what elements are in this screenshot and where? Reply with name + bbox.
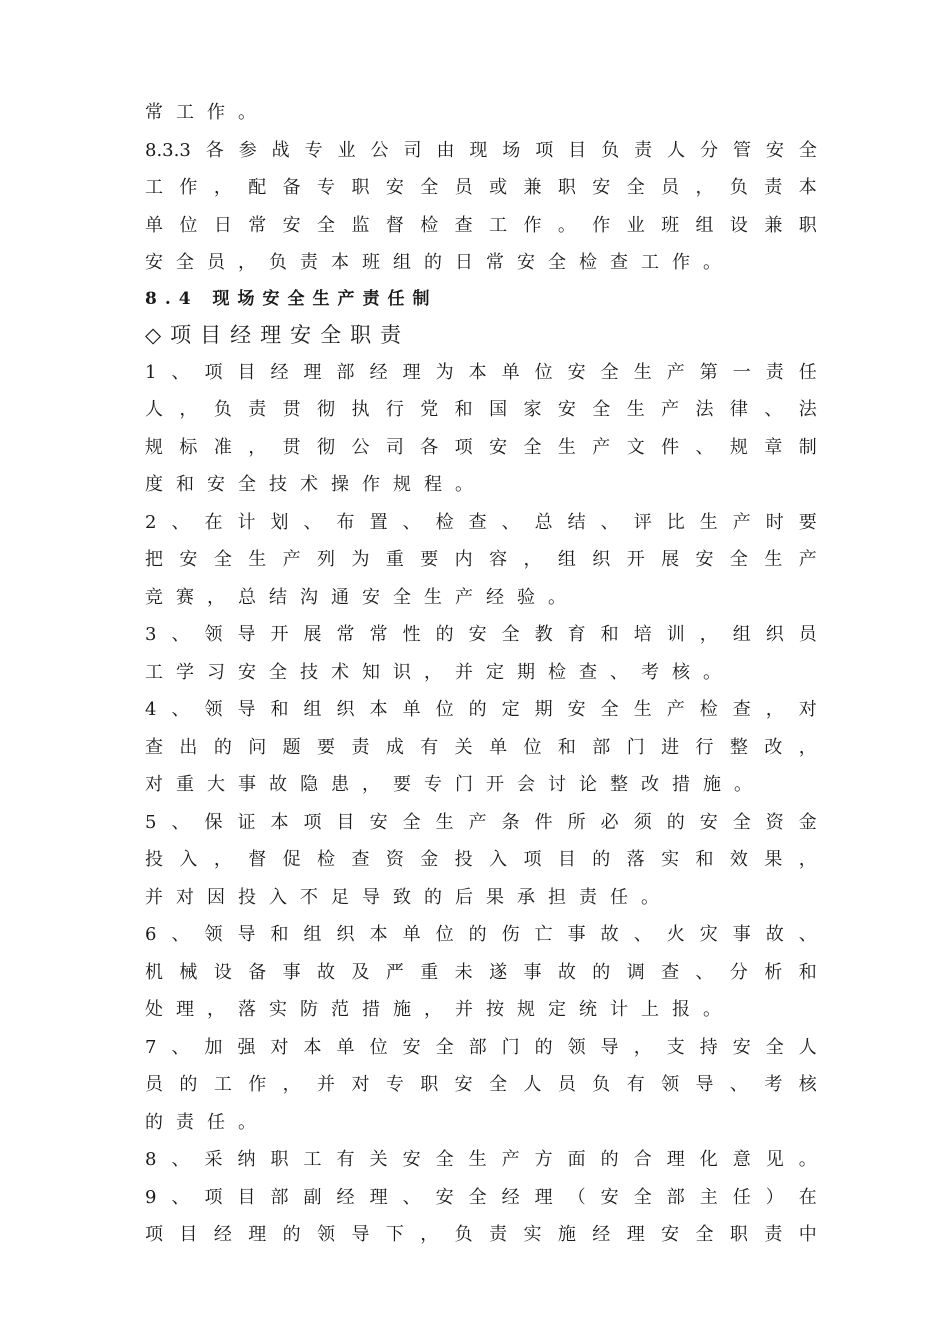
paragraph-line: 1 、 项 目 经 理 部 经 理 为 本 单 位 安 全 生 产 第 一 责 任	[145, 361, 817, 383]
paragraph-line: 并对因投入不足导致的后果承担责任。	[145, 886, 672, 908]
paragraph-line: 9 、 项 目 部 副 经 理 、 安 全 经 理 （ 安 全 部 主 任 ） 在	[145, 1186, 817, 1208]
document-page	[145, 94, 817, 1254]
paragraph-line: 员 的 工 作 ， 并 对 专 职 安 全 人 员 负 有 领 导 、 考 核	[145, 1074, 817, 1095]
paragraph-line: 单 位 日 常 安 全 监 督 检 查 工 作 。 作 业 班 组 设 兼 职	[145, 214, 817, 236]
subsection-heading: ◇项目经理安全职责	[145, 322, 411, 347]
paragraph-line: 6 、 领 导 和 组 织 本 单 位 的 伤 亡 事 故 、 火 灾 事 故 、	[145, 924, 817, 945]
paragraph-line: 度和安全技术操作规程。	[145, 474, 486, 495]
paragraph-line: 对重大事故隐患，要专门开会讨论整改措施。	[145, 774, 765, 795]
paragraph-line: 投 入 ， 督 促 检 查 资 金 投 入 项 目 的 落 实 和 效 果 ，	[145, 849, 817, 870]
document-body	[145, 94, 817, 1254]
paragraph-line: 4 、 领 导 和 组 织 本 单 位 的 定 期 安 全 生 产 检 查 ， 对	[145, 699, 817, 720]
paragraph-line: 项 目 经 理 的 领 导 下 ， 负 责 实 施 经 理 安 全 职 责 中	[145, 1224, 817, 1245]
paragraph-line: 5 、 保 证 本 项 目 安 全 生 产 条 件 所 必 须 的 安 全 资 金	[145, 811, 817, 833]
paragraph-line: 机 械 设 备 事 故 及 严 重 未 遂 事 故 的 调 查 、 分 析 和	[145, 961, 817, 983]
paragraph-line: 安全员，负责本班组的日常安全检查工作。	[145, 252, 734, 273]
paragraph-line: 竞赛，总结沟通安全生产经验。	[145, 586, 579, 608]
paragraph-line: 工学习安全技术知识，并定期检查、考核。	[145, 661, 734, 683]
paragraph-line: 查 出 的 问 题 要 责 成 有 关 单 位 和 部 门 进 行 整 改 ，	[145, 736, 817, 758]
paragraph-line: 的责任。	[145, 1111, 269, 1133]
section-heading: 8.4 现场安全生产责任制	[145, 288, 438, 309]
paragraph-line: 人 ， 负 责 贯 彻 执 行 党 和 国 家 安 全 生 产 法 律 、 法	[145, 399, 817, 420]
paragraph-line: 把 安 全 生 产 列 为 重 要 内 容 ， 组 织 开 展 安 全 生 产	[145, 549, 817, 570]
paragraph-line: 8 、 采 纳 职 工 有 关 安 全 生 产 方 面 的 合 理 化 意 见 。	[145, 1149, 817, 1170]
paragraph-line: 常工作。	[145, 102, 269, 123]
paragraph-line: 工 作 ， 配 备 专 职 安 全 员 或 兼 职 安 全 员 ， 负 责 本	[145, 177, 817, 198]
paragraph-line: 7 、 加 强 对 本 单 位 安 全 部 门 的 领 导 ， 支 持 安 全 人	[145, 1036, 817, 1058]
paragraph-line: 2 、 在 计 划 、 布 置 、 检 查 、 总 结 、 评 比 生 产 时 要	[145, 511, 817, 533]
paragraph-line: 规 标 准 ， 贯 彻 公 司 各 项 安 全 生 产 文 件 、 规 章 制	[145, 436, 817, 458]
paragraph-line: 处理，落实防范措施，并按规定统计上报。	[145, 999, 734, 1020]
paragraph-line: 3 、 领 导 开 展 常 常 性 的 安 全 教 育 和 培 训 ， 组 织 员	[145, 624, 817, 645]
paragraph-line: 8.3.3 各 参 战 专 业 公 司 由 现 场 项 目 负 责 人 分 管 安 全	[145, 139, 817, 161]
